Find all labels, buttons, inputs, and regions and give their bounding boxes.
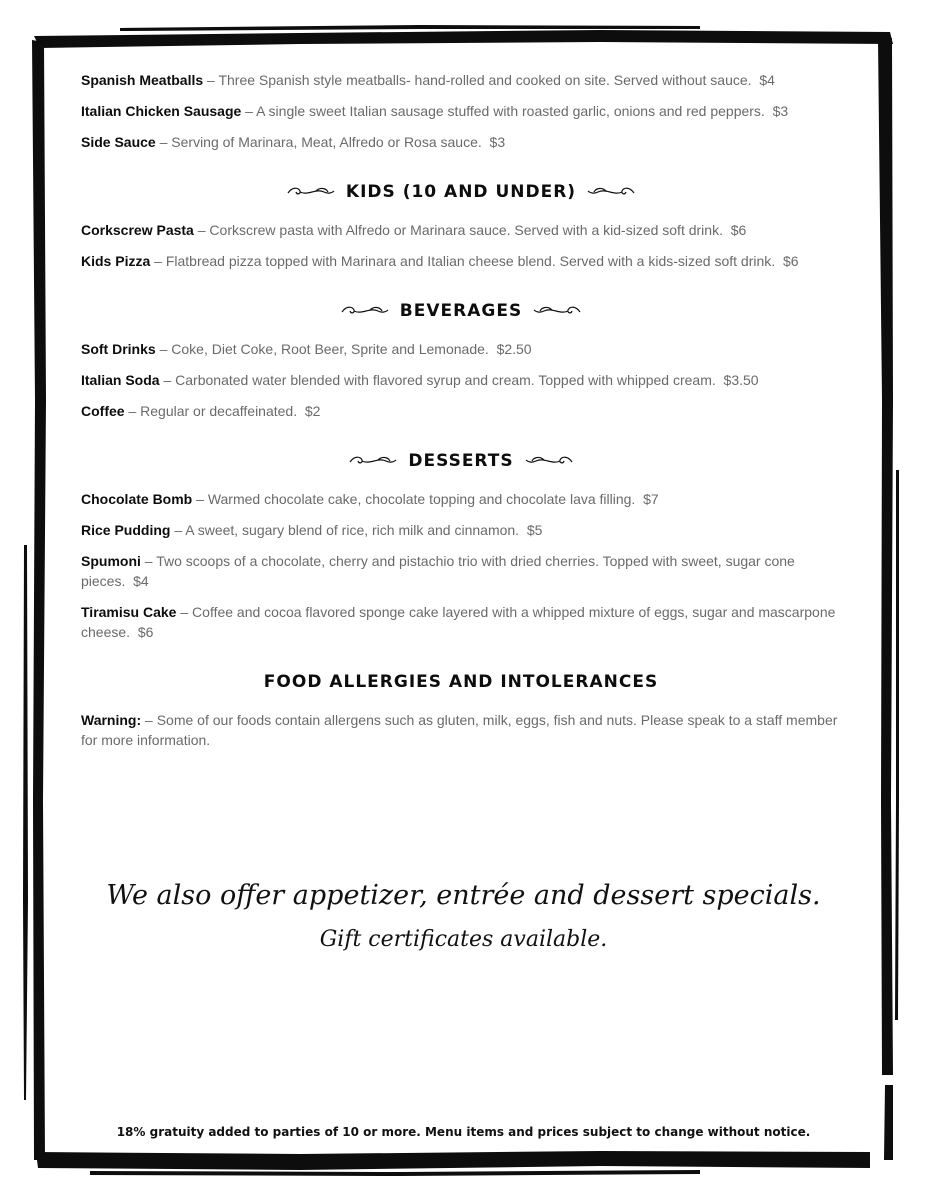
item-description: Serving of Marinara, Meat, Alfredo or Rosa sauce. (171, 134, 482, 150)
item-separator: – (150, 253, 166, 269)
flourish-right-icon (524, 453, 574, 469)
menu-item (81, 489, 841, 509)
item-separator: – (193, 222, 210, 238)
item-price: $6 (782, 253, 799, 269)
item-price: $5 (526, 522, 543, 538)
item-price: $2.50 (496, 341, 532, 357)
item-price: $3 (489, 134, 506, 150)
item-description: A sweet, sugary blend of rice, rich milk and cinnamon. (185, 522, 520, 538)
item-price: $4 (133, 573, 149, 589)
item-price: $6 (137, 624, 154, 640)
item-price: $6 (730, 222, 747, 238)
item-description: Carbonated water blended with flavored syrup and cream. Topped with whipped cream. (175, 372, 716, 388)
desserts-list (81, 489, 841, 642)
beverages-heading (81, 298, 841, 324)
item-description: Corkscrew pasta with Alfredo or Marinara sauce. Served with a kid-sized soft drink. (209, 222, 723, 238)
item-separator: – (124, 403, 141, 419)
menu-item (81, 401, 841, 421)
sides-list (81, 70, 841, 152)
item-name: Rice Pudding (81, 522, 171, 538)
desserts-heading (81, 448, 841, 474)
item-separator: – (241, 103, 257, 119)
menu-item (81, 101, 841, 121)
item-separator: – (159, 372, 176, 388)
gift-certificates-line: Gift certificates available. (319, 927, 608, 952)
specials-note (0, 872, 927, 960)
flourish-right-icon (586, 184, 636, 200)
item-price: $3.50 (723, 372, 759, 388)
menu-item (81, 370, 841, 390)
item-separator: – (170, 522, 186, 538)
kids-heading (81, 179, 841, 205)
item-name: Coffee (81, 403, 125, 419)
item-description: Regular or decaffeinated. (140, 403, 298, 419)
kids-list (81, 220, 841, 271)
menu-item (81, 520, 841, 540)
specials-line: We also offer appetizer, entrée and dessert specials. (106, 880, 821, 911)
item-separator: – (155, 341, 172, 357)
item-price: $3 (772, 103, 789, 119)
menu-item (81, 602, 841, 642)
item-separator: – (203, 72, 219, 88)
item-name: Kids Pizza (81, 253, 151, 269)
menu-item (81, 339, 841, 359)
warning-text: Some of our foods contain allergens such as gluten, milk, eggs, fish and nuts. Please speak to a staff member for more information. (81, 712, 838, 748)
footer-note: 18% gratuity added to parties of 10 or more. Menu items and prices subject to change without notice. (116, 1125, 811, 1139)
item-separator: – (192, 491, 208, 507)
menu-item (81, 251, 841, 271)
section-title: KIDS (10 AND UNDER) (345, 182, 577, 202)
item-name: Chocolate Bomb (81, 491, 193, 507)
item-description: Coke, Diet Coke, Root Beer, Sprite and Lemonade. (171, 341, 489, 357)
item-description: Two scoops of a chocolate, cherry and pistachio trio with dried cherries. Topped with sweet, sugar cone pieces. (81, 553, 795, 589)
item-name: Tiramisu Cake (81, 604, 177, 620)
flourish-right-icon (532, 303, 582, 319)
item-description: Three Spanish style meatballs- hand-rolled and cooked on site. Served without sauce. (218, 72, 752, 88)
item-name: Corkscrew Pasta (81, 222, 194, 238)
flourish-left-icon (340, 303, 390, 319)
item-price: $2 (304, 403, 321, 419)
allergy-warning (81, 710, 841, 750)
section-title: FOOD ALLERGIES AND INTOLERANCES (263, 672, 659, 692)
menu-item (81, 551, 841, 591)
item-description: Coffee and cocoa flavored sponge cake layered with a whipped mixture of eggs, sugar and mascarpone cheese. (81, 604, 836, 640)
item-name: Italian Soda (81, 372, 160, 388)
menu-item (81, 70, 841, 90)
item-name: Spanish Meatballs (81, 72, 204, 88)
item-separator: – (155, 134, 172, 150)
section-title: DESSERTS (408, 451, 514, 471)
allergies-heading (81, 669, 841, 695)
item-name: Italian Chicken Sausage (81, 103, 242, 119)
section-title: BEVERAGES (399, 301, 523, 321)
item-name: Soft Drinks (81, 341, 156, 357)
flourish-left-icon (286, 184, 336, 200)
item-description: A single sweet Italian sausage stuffed with roasted garlic, onions and red peppers. (256, 103, 765, 119)
beverages-list (81, 339, 841, 421)
item-separator: – (176, 604, 193, 620)
item-price: $7 (643, 491, 659, 507)
warning-label: Warning: (81, 712, 142, 728)
flourish-left-icon (348, 453, 398, 469)
menu-item (81, 220, 841, 240)
item-separator: – (140, 553, 157, 569)
menu-content (81, 70, 841, 761)
item-name: Side Sauce (81, 134, 156, 150)
item-price: $4 (759, 72, 775, 88)
item-name: Spumoni (81, 553, 141, 569)
item-description: Flatbread pizza topped with Marinara and Italian cheese blend. Served with a kids-sized soft drink. (165, 253, 776, 269)
item-description: Warmed chocolate cake, chocolate topping and chocolate lava filling. (207, 491, 636, 507)
item-separator: – (141, 712, 157, 728)
menu-item (81, 132, 841, 152)
